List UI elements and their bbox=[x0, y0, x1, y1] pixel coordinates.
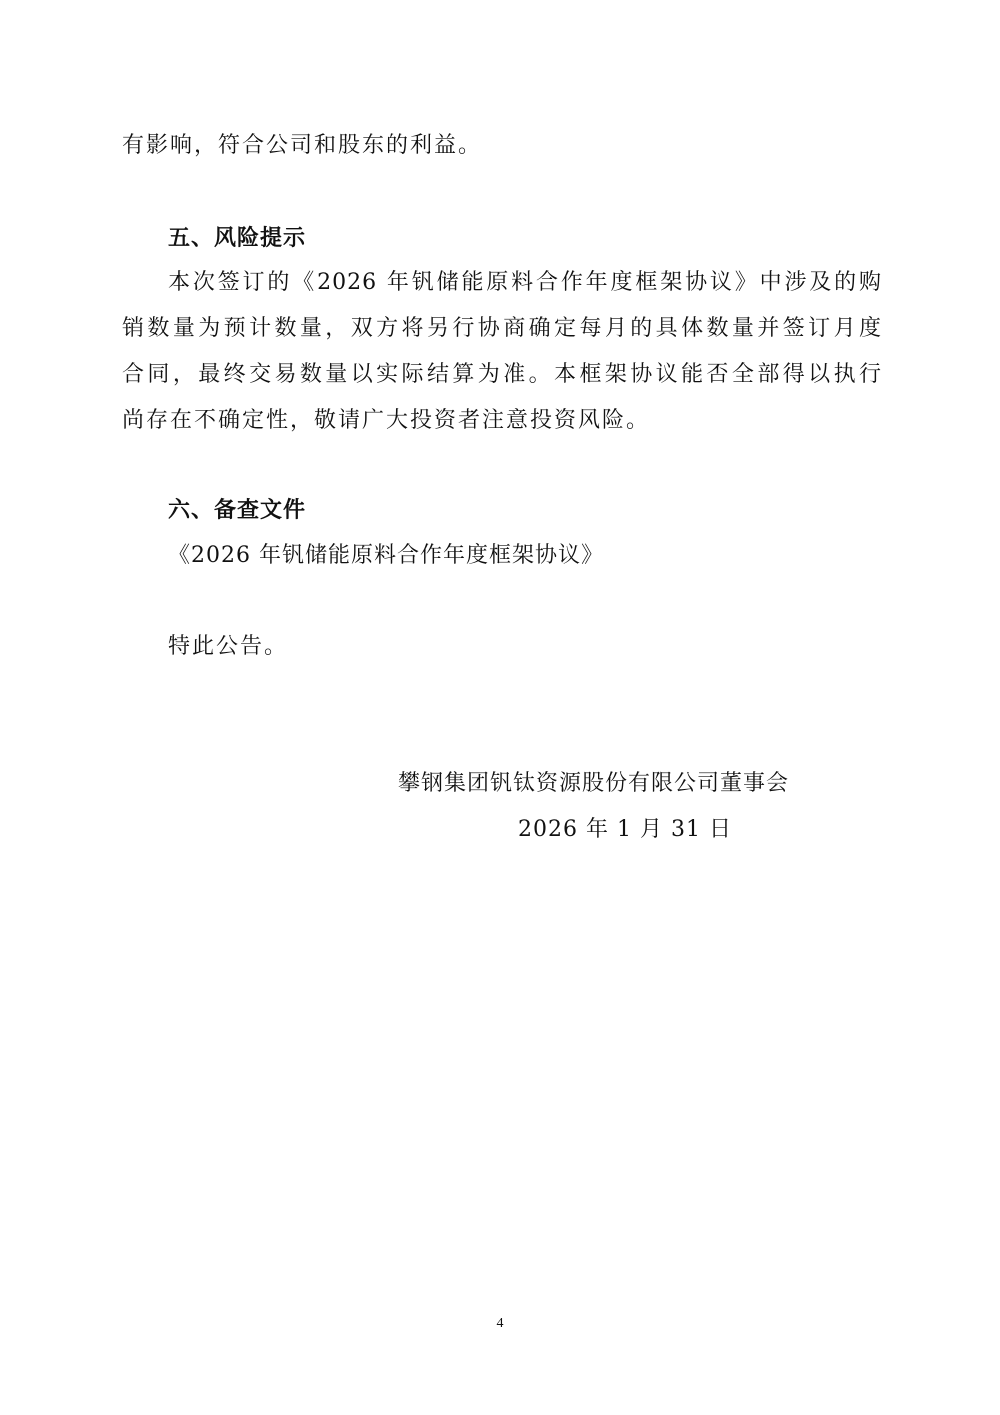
closing-notice: 特此公告。 bbox=[168, 634, 289, 659]
signature-company: 攀钢集团钒钛资源股份有限公司董事会 bbox=[398, 771, 790, 796]
page-number: 4 bbox=[496, 1316, 504, 1331]
section-6-item: 《2026 年钒储能原料合作年度框架协议》 bbox=[168, 543, 604, 568]
signature-date: 2026 年 1 月 31 日 bbox=[518, 817, 732, 842]
section-5-paragraph-line-4: 尚存在不确定性，敬请广大投资者注意投资风险。 bbox=[122, 408, 651, 433]
section-6-heading: 六、备查文件 bbox=[168, 498, 307, 523]
section-5-paragraph-line-1: 本次签订的《2026 年钒储能原料合作年度框架协议》中涉及的购 bbox=[168, 270, 882, 295]
section-5-paragraph-line-3: 合同，最终交易数量以实际结算为准。本框架协议能否全部得以执行 bbox=[122, 362, 882, 387]
continuation-text: 有影响，符合公司和股东的利益。 bbox=[122, 133, 483, 158]
section-5-heading: 五、风险提示 bbox=[168, 226, 307, 251]
section-5-paragraph-line-2: 销数量为预计数量，双方将另行协商确定每月的具体数量并签订月度 bbox=[122, 316, 882, 341]
